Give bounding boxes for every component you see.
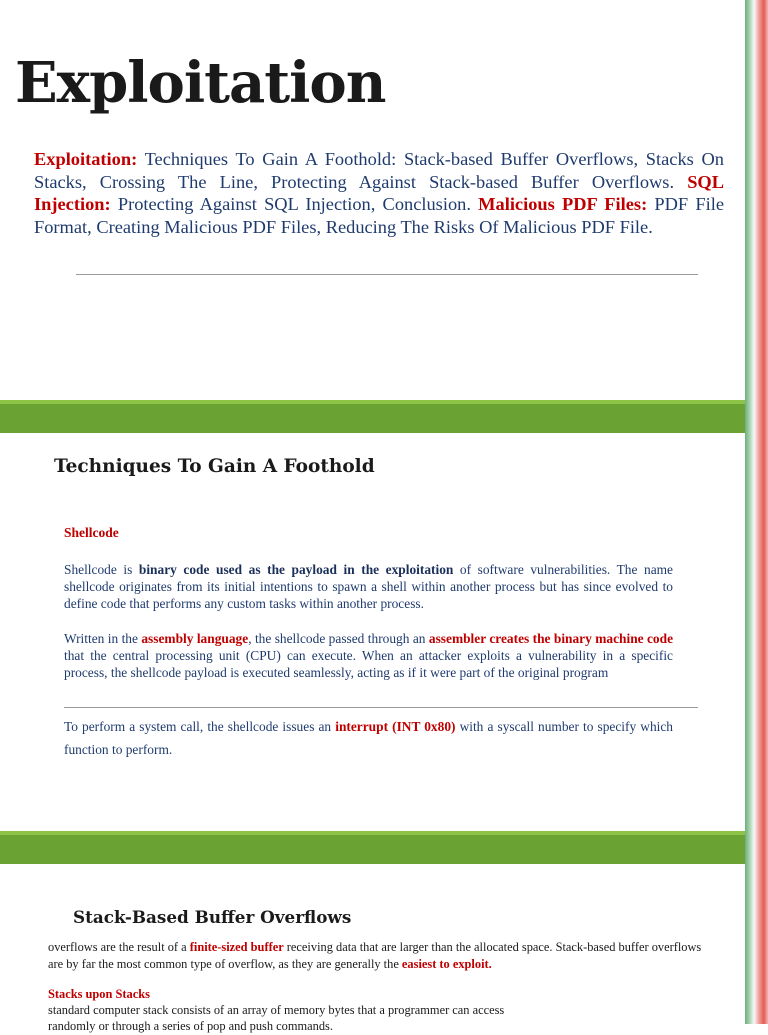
overflow-definition-paragraph [48, 939, 718, 973]
shellcode-definition-paragraph [64, 561, 673, 613]
text-highlight: interrupt (INT 0x80) [335, 719, 456, 734]
text-run: Written in the [64, 631, 142, 646]
text-run: To perform a system call, the shellcode issues an [64, 719, 336, 734]
text-highlight: assembly language [141, 631, 249, 646]
text-run: with a syscall number to specify which function to perform. [64, 719, 673, 757]
exploitation-label: Exploitation: [34, 149, 138, 169]
sql-injection-topics: Protecting Against SQL Injection, Conclusion. [110, 194, 479, 215]
text-run: of software vulnerabilities. The name shellcode originates from its initial intentions to spawn a shell within another process but has since evolved to define code that performs any custom tasks within another process. [64, 562, 673, 612]
divider-rule [64, 707, 698, 708]
text-run: overflows are the result of a [48, 940, 190, 954]
slide-title: Exploitation [15, 50, 386, 116]
malicious-pdf-topics: PDF File Format, Creating Malicious PDF Files, Reducing The Risks Of Malicious PDF File. [34, 194, 724, 237]
section-heading-shellcode: Shellcode [64, 525, 119, 540]
stack-description-line: standard computer stack consists of an array of memory bytes that a programmer can access [48, 1003, 505, 1017]
text-emphasis: binary code used as the payload in the exploitation [138, 562, 454, 577]
sql-injection-label: SQL Injection: [34, 171, 724, 215]
syscall-paragraph [64, 715, 673, 761]
malicious-pdf-label: Malicious PDF Files: [478, 194, 648, 215]
slide-separator-band [0, 400, 745, 433]
text-highlight: finite-sized buffer [189, 940, 284, 954]
decorative-edge-strip [745, 0, 768, 1024]
slide-separator-band [0, 831, 745, 864]
text-run: Shellcode is [64, 562, 139, 577]
text-run: that the central processing unit (CPU) can execute. When an attacker exploits a vulnerability in a specific process, the shellcode payload is executed seamlessly, acting as if it were part of the original program [64, 648, 673, 681]
text-run: , the shellcode passed through an [248, 631, 429, 646]
slide-title: Stack-Based Buffer Overflows [73, 907, 352, 927]
slide-title: Techniques To Gain A Foothold [54, 456, 375, 477]
subheading-stacks-upon-stacks: Stacks upon Stacks [48, 987, 150, 1001]
text-highlight: assembler creates the binary machine code [428, 631, 674, 646]
divider-rule [76, 274, 698, 275]
text-highlight: easiest to exploit. [401, 957, 492, 971]
overview-paragraph [34, 148, 724, 238]
slide-exploitation-overview [0, 0, 745, 400]
text-run: receiving data that are larger than the allocated space. Stack-based buffer overflows are by far the most common type of overflow, as they are generally the [48, 940, 702, 971]
assembly-paragraph [64, 630, 673, 682]
exploitation-topics: Techniques To Gain A Foothold: Stack-based Buffer Overflows, Stacks On Stacks, Crossing The Line, Protecting Against Stack-based Buffer Overflows. [34, 149, 724, 192]
stack-description-line: randomly or through a series of pop and push commands. [48, 1019, 333, 1033]
